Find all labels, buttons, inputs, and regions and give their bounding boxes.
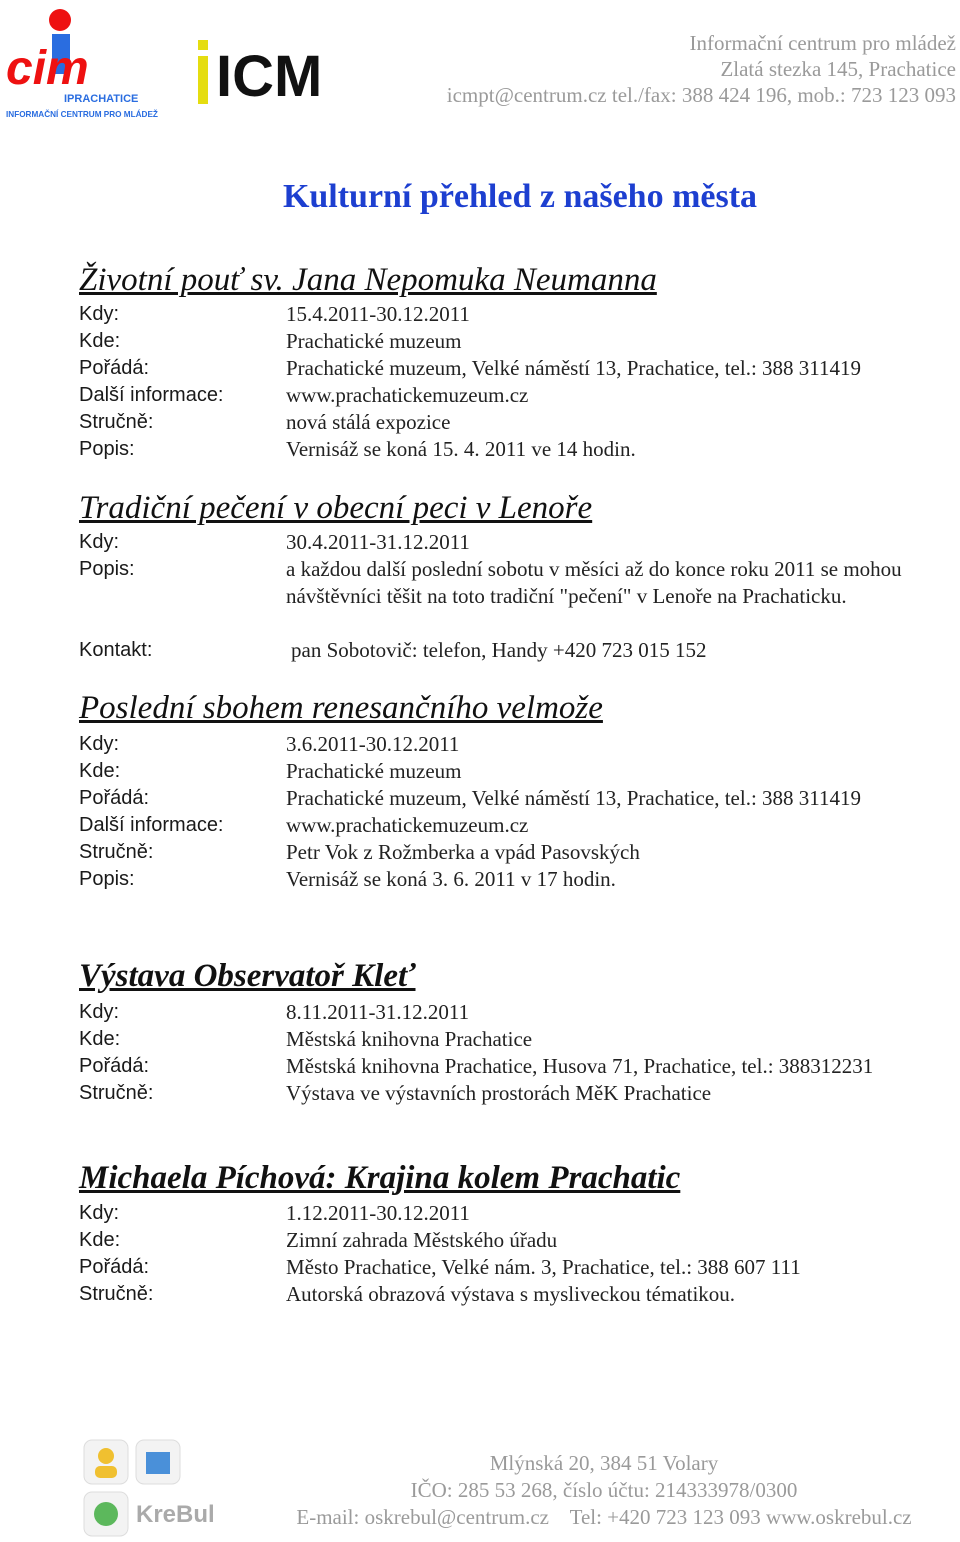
svg-text:IPRACHATICE: IPRACHATICE xyxy=(64,93,139,105)
svg-text:INFORMAČNÍ CENTRUM PRO MLÁDEŽ: INFORMAČNÍ CENTRUM PRO MLÁDEŽ xyxy=(6,110,158,119)
header-line: icmpt@centrum.cz tel./fax: 388 424 196, mob.: 723 123 093 xyxy=(446,83,956,107)
field-label: Pořádá: xyxy=(79,357,150,379)
svg-text:ICM: ICM xyxy=(216,44,323,109)
krebul-logo xyxy=(80,1438,240,1538)
field-value: Zimní zahrada Městského úřadu xyxy=(286,1228,558,1252)
field-label: Popis: xyxy=(79,868,135,890)
header-line: Zlatá stezka 145, Prachatice xyxy=(720,57,956,81)
event-title: Michaela Píchová: Krajina kolem Prachatic xyxy=(79,1160,681,1196)
field-label: Popis: xyxy=(79,558,135,580)
field-value: pan Sobotovič: telefon, Handy +420 723 015 152 xyxy=(291,638,707,662)
field-value: Petr Vok z Rožmberka a vpád Pasovských xyxy=(286,840,640,864)
field-label: Kdy: xyxy=(79,303,120,325)
field-value: Prachatické muzeum xyxy=(286,329,462,353)
cim-logo xyxy=(4,4,164,122)
field-value: Prachatické muzeum xyxy=(286,759,462,783)
field-value: Městská knihovna Prachatice, Husova 71, Prachatice, tel.: 388312231 xyxy=(286,1054,874,1078)
svg-text:cim: cim xyxy=(6,42,89,95)
field-value: www.prachatickemuzeum.cz xyxy=(286,813,529,837)
field-value: Městská knihovna Prachatice xyxy=(286,1027,533,1051)
event-title: Výstava Observatoř Kleť xyxy=(79,958,416,994)
field-value: 8.11.2011-31.12.2011 xyxy=(286,1000,470,1024)
field-value: a každou další poslední sobotu v měsíci až do konce roku 2011 se mohou návštěvníci těšit na toto tradiční "pečení" v Lenoře na Prachaticku. xyxy=(286,557,902,608)
footer-line: E-mail: oskrebul@centrum.cz Tel: +420 723 123 093 www.oskrebul.cz xyxy=(296,1505,912,1529)
header-line: Informační centrum pro mládež xyxy=(689,31,956,55)
field-label: Pořádá: xyxy=(79,1256,150,1278)
field-value: nová stálá expozice xyxy=(286,410,451,434)
field-value: 15.4.2011-30.12.2011 xyxy=(286,302,470,326)
field-label: Kdy: xyxy=(79,733,120,755)
field-value: Město Prachatice, Velké nám. 3, Prachatice, tel.: 388 607 111 xyxy=(286,1255,801,1279)
svg-text:KreBul: KreBul xyxy=(136,1501,215,1528)
field-label: Kdy: xyxy=(79,531,120,553)
field-label: Popis: xyxy=(79,438,135,460)
field-label: Kontakt: xyxy=(79,639,153,661)
event-title: Tradiční pečení v obecní peci v Lenoře xyxy=(79,490,593,526)
field-value: Autorská obrazová výstava s mysliveckou tématikou. xyxy=(286,1282,736,1306)
event-title: Životní pouť sv. Jana Nepomuka Neumanna xyxy=(79,262,657,298)
field-value: Výstava ve výstavních prostorách MěK Prachatice xyxy=(286,1081,712,1105)
field-value: 3.6.2011-30.12.2011 xyxy=(286,732,460,756)
field-value: 1.12.2011-30.12.2011 xyxy=(286,1201,470,1225)
field-value: Prachatické muzeum, Velké náměstí 13, Prachatice, tel.: 388 311419 xyxy=(286,786,861,810)
header-contact xyxy=(447,30,956,108)
field-label: Pořádá: xyxy=(79,787,150,809)
field-value: Prachatické muzeum, Velké náměstí 13, Prachatice, tel.: 388 311419 xyxy=(286,356,861,380)
footer-line: IČO: 285 53 268, číslo účtu: 214333978/0300 xyxy=(410,1478,798,1502)
field-label: Kdy: xyxy=(79,1202,120,1224)
field-label: Kdy: xyxy=(79,1001,120,1023)
icm-logo xyxy=(190,28,330,112)
field-value: Vernisáž se koná 15. 4. 2011 ve 14 hodin. xyxy=(286,437,636,461)
field-label: Kde: xyxy=(79,760,121,782)
field-label: Stručně: xyxy=(79,1283,154,1305)
field-label: Stručně: xyxy=(79,411,154,433)
page-title: Kulturní přehled z našeho města xyxy=(282,178,758,215)
field-value: www.prachatickemuzeum.cz xyxy=(286,383,529,407)
field-label: Stručně: xyxy=(79,841,154,863)
field-value: 30.4.2011-31.12.2011 xyxy=(286,530,470,554)
field-label: Kde: xyxy=(79,1028,121,1050)
field-value: Vernisáž se koná 3. 6. 2011 v 17 hodin. xyxy=(286,867,616,891)
field-label: Kde: xyxy=(79,330,121,352)
field-label: Stručně: xyxy=(79,1082,154,1104)
footer-line: Mlýnská 20, 384 51 Volary xyxy=(489,1451,719,1475)
field-label: Pořádá: xyxy=(79,1055,150,1077)
footer-contact xyxy=(254,1450,954,1531)
event-title: Poslední sbohem renesančního velmože xyxy=(79,690,603,726)
field-label: Další informace: xyxy=(79,384,224,406)
field-label: Další informace: xyxy=(79,814,224,836)
field-label: Kde: xyxy=(79,1229,121,1251)
